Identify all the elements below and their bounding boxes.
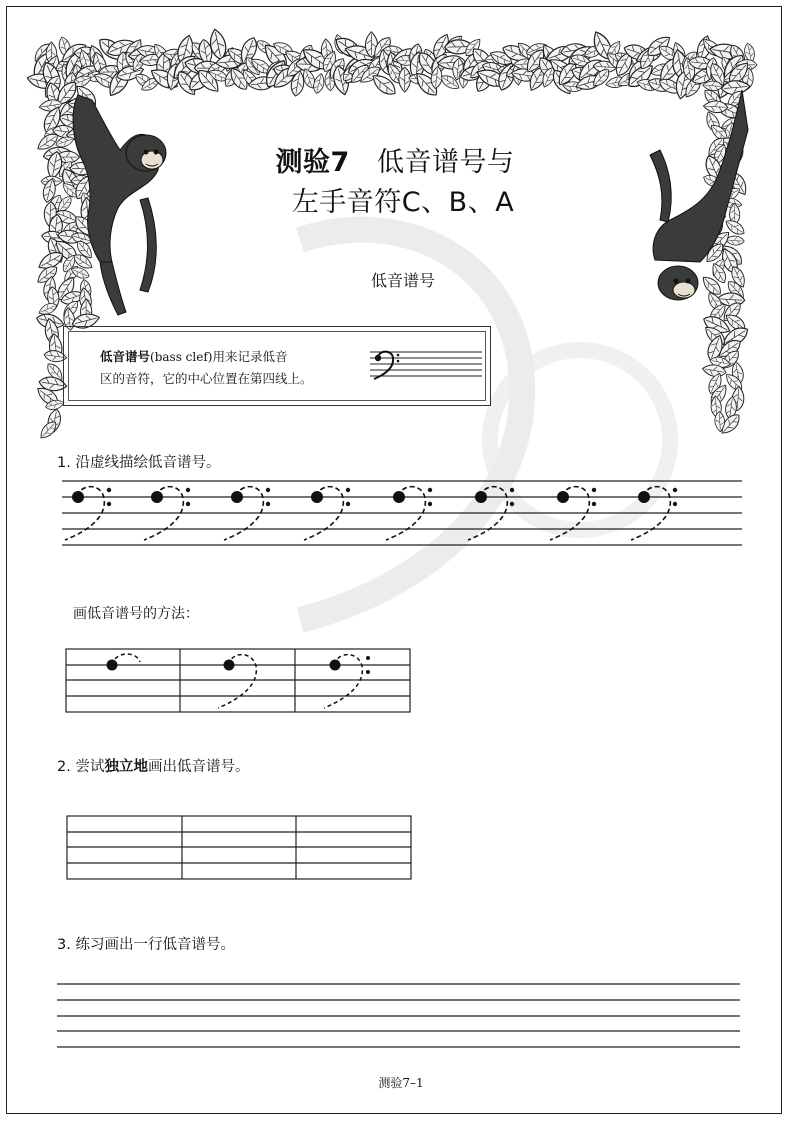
definition-term: 低音谱号: [100, 349, 151, 364]
exercise2-emphasis: 独立地: [104, 759, 148, 775]
exercise3-instruction: 3. 练习画出一行低音谱号。: [57, 937, 235, 953]
page-footer: 测验7–1: [378, 1076, 424, 1090]
definition-text1: 用来记录低音: [212, 349, 288, 364]
definition-text2: 区的音符，它的中心位置在第四线上。: [100, 371, 313, 386]
title-part1: 低音谱号与: [377, 147, 515, 178]
exercise1-instruction: 1. 沿虚线描绘低音谱号。: [57, 455, 221, 471]
quiz-label: 测验7: [275, 147, 350, 178]
method-label: 画低音谱号的方法：: [73, 606, 199, 622]
exercise2-prefix: 2. 尝试: [57, 759, 105, 775]
definition-term-en: (bass clef): [150, 350, 213, 364]
exercise2-suffix: 画出低音谱号。: [147, 759, 250, 775]
page-title-line2: 左手音符C、B、A: [291, 187, 515, 218]
section-subtitle: 低音谱号: [370, 271, 435, 290]
